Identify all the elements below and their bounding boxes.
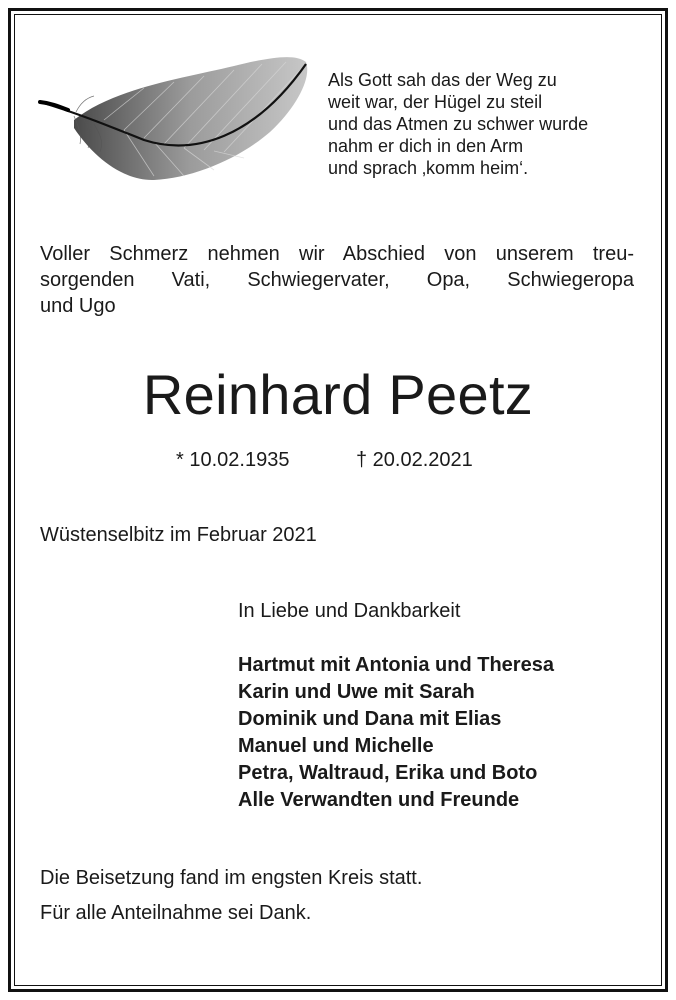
intro-line: und Ugo — [40, 295, 116, 317]
mourners-list — [238, 652, 554, 814]
poem-line: und das Atmen zu schwer wurde — [328, 114, 589, 134]
feather-icon — [34, 48, 314, 198]
poem — [328, 69, 648, 179]
mourner-entry: Manuel und Michelle — [238, 735, 434, 757]
intro-line: Voller Schmerz nehmen wir Abschied von unserem treu- — [40, 243, 634, 265]
poem-line: und sprach ‚komm heim‘. — [328, 158, 529, 178]
mourner-entry: Petra, Waltraud, Erika und Boto — [238, 762, 538, 784]
poem-line: Als Gott sah das der Weg zu — [328, 70, 557, 90]
intro-text — [40, 241, 634, 319]
poem-line: weit war, der Hügel zu steil — [328, 92, 543, 112]
mourner-entry: Alle Verwandten und Freunde — [238, 789, 520, 811]
funeral-note: Die Beisetzung fand im engsten Kreis statt. — [40, 867, 423, 889]
death-date: † 20.02.2021 — [356, 449, 473, 471]
poem-line: nahm er dich in den Arm — [328, 136, 524, 156]
place-date: Wüstenselbitz im Februar 2021 — [40, 524, 317, 546]
birth-date: * 10.02.1935 — [176, 449, 290, 471]
mourner-entry: Karin und Uwe mit Sarah — [238, 681, 475, 703]
mourner-entry: Hartmut mit Antonia und Theresa — [238, 654, 554, 676]
thanks-note: Für alle Anteilnahme sei Dank. — [40, 902, 312, 924]
intro-line: sorgenden Vati, Schwiegervater, Opa, Schwiegeropa — [40, 269, 634, 291]
closing-phrase: In Liebe und Dankbarkeit — [238, 600, 461, 622]
mourner-entry: Dominik und Dana mit Elias — [238, 708, 502, 730]
deceased-name: Reinhard Peetz — [142, 363, 534, 426]
